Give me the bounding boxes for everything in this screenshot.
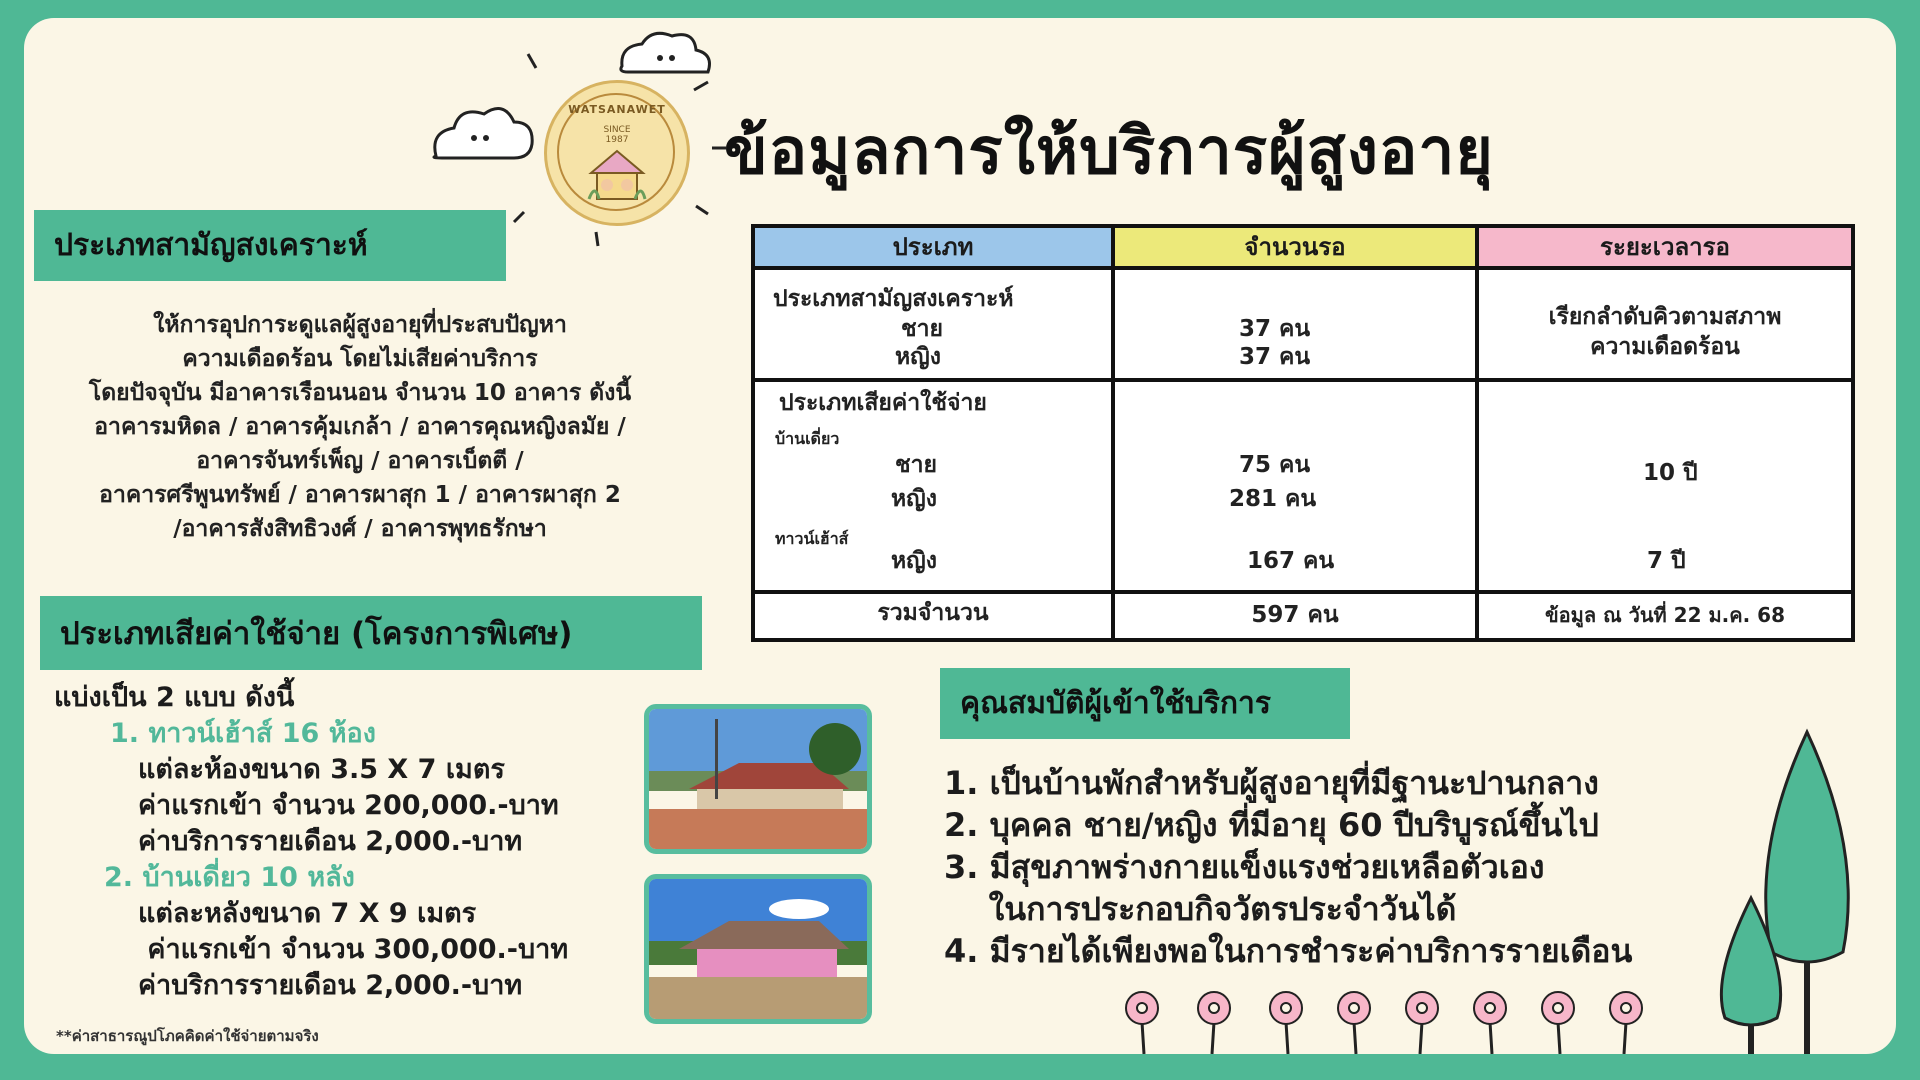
welfare-line: ให้การอุปการะดูแลผู้สูงอายุที่ประสบปัญหา [153, 312, 567, 338]
paid-intro: แบ่งเป็น 2 แบบ ดังนี้ [54, 682, 295, 713]
townhouse-line: ค่าบริการรายเดือน 2,000.-บาท [138, 826, 523, 857]
row1-type: ประเภทสามัญสงเคราะห์ [773, 286, 1014, 312]
logo-since-year: 1987 [605, 135, 629, 145]
welfare-tag: ประเภทสามัญสงเคราะห์ [34, 210, 506, 281]
row2-female-count: 281 คน [1229, 486, 1317, 512]
total-note: ข้อมูล ณ วันที่ 22 ม.ค. 68 [1545, 603, 1785, 627]
table-rule [755, 378, 1851, 382]
house-line: ค่าแรกเข้า จำนวน 300,000.-บาท [138, 934, 569, 965]
logo-since [547, 125, 687, 145]
qualification-item: 3. มีสุขภาพร่างกายแข็งแรงช่วยเหลือตัวเอง [944, 848, 1545, 886]
table-rule [755, 590, 1851, 594]
house-photo [644, 874, 872, 1024]
townhouse-line: ค่าแรกเข้า จำนวน 200,000.-บาท [138, 790, 559, 821]
table-header-count: จำนวนรอ [1115, 228, 1475, 266]
welfare-line: โดยปัจจุบัน มีอาคารเรือนนอน จำนวน 10 อาคาร ดังนี้ [88, 380, 632, 406]
row1-male-count: 37 คน [1239, 316, 1311, 342]
welfare-line: อาคารมหิดล / อาคารคุ้มเกล้า / อาคารคุณหญิงลมัย / [94, 414, 626, 440]
poster-card [24, 18, 1896, 1054]
townhouse-title: 1. ทาวน์เฮ้าส์ 16 ห้อง [110, 718, 376, 749]
row2-house-wait: 10 ปี [1643, 460, 1698, 486]
logo-name: WATSANAWET [568, 103, 666, 116]
row1-female: หญิง [895, 344, 941, 370]
row2-female: หญิง [891, 486, 937, 512]
table-header-type: ประเภท [755, 228, 1111, 266]
townhouse-line: แต่ละห้องขนาด 3.5 X 7 เมตร [138, 754, 505, 785]
logo-since-label: SINCE [603, 125, 631, 135]
paid-tag: ประเภทเสียค่าใช้จ่าย (โครงการพิเศษ) [40, 596, 702, 670]
total-label: รวมจำนวน [877, 600, 989, 626]
row2-male: ชาย [895, 452, 938, 478]
row2-type: ประเภทเสียค่าใช้จ่าย [779, 390, 987, 416]
welfare-line: /อาคารสังสิทธิวงศ์ / อาคารพุทธรักษา [173, 516, 547, 542]
logo [544, 80, 690, 226]
qualifications-tag: คุณสมบัติผู้เข้าใช้บริการ [940, 668, 1350, 739]
house-line: แต่ละหลังขนาด 7 X 9 เมตร [138, 898, 477, 929]
row2-male-count: 75 คน [1239, 452, 1311, 478]
qualification-item: 2. บุคคล ชาย/หญิง ที่มีอายุ 60 ปีบริบูรณ์ขึ้นไป [944, 806, 1599, 844]
table-divider [1475, 228, 1479, 638]
qualification-item: 1. เป็นบ้านพักสำหรับผู้สูงอายุที่มีฐานะปานกลาง [944, 764, 1599, 802]
house-line: ค่าบริการรายเดือน 2,000.-บาท [138, 970, 523, 1001]
row2-townhouse-label: ทาวน์เฮ้าส์ [775, 529, 849, 548]
row2-th-wait: 7 ปี [1647, 548, 1686, 574]
house-image [649, 879, 867, 1019]
page-title: ข้อมูลการให้บริการผู้สูงอายุ [724, 115, 1494, 189]
row1-male: ชาย [901, 316, 944, 342]
row1-female-count: 37 คน [1239, 344, 1311, 370]
table-header-wait: ระยะเวลารอ [1479, 228, 1851, 266]
welfare-description [24, 308, 696, 546]
townhouse-image [649, 709, 867, 849]
total-count: 597 คน [1251, 602, 1339, 628]
row2-house-label: บ้านเดี่ยว [775, 429, 840, 448]
welfare-line: อาคารศรีพูนทรัพย์ / อาคารผาสุก 1 / อาคารผาสุก 2 [99, 482, 621, 508]
qualification-item: ในการประกอบกิจวัตรประจำวันได้ [944, 890, 1457, 928]
logo-house-icon [585, 145, 649, 205]
row1-wait [1479, 302, 1851, 362]
row2-th-female-count: 167 คน [1247, 548, 1335, 574]
welfare-line: อาคารจันทร์เพ็ญ / อาคารเบ็ตตี / [196, 448, 524, 474]
row2-th-female: หญิง [891, 548, 937, 574]
qualifications-list [944, 762, 1744, 972]
paid-details [54, 680, 654, 1004]
table-rule [755, 266, 1851, 270]
footnote: **ค่าสาธารณูปโภคคิดค่าใช้จ่ายตามจริง [56, 1027, 319, 1045]
house-title: 2. บ้านเดี่ยว 10 หลัง [104, 862, 355, 893]
row1-wait-line: เรียกลำดับคิวตามสภาพ [1548, 304, 1782, 330]
table-divider [1111, 228, 1115, 638]
townhouse-photo [644, 704, 872, 854]
flowers-decoration [1114, 988, 1734, 1054]
qualification-item: 4. มีรายได้เพียงพอในการชำระค่าบริการรายเดือน [944, 932, 1633, 970]
row1-wait-line: ความเดือดร้อน [1590, 334, 1740, 360]
welfare-line: ความเดือดร้อน โดยไม่เสียค่าบริการ [182, 346, 538, 372]
waitlist-table [751, 224, 1855, 642]
